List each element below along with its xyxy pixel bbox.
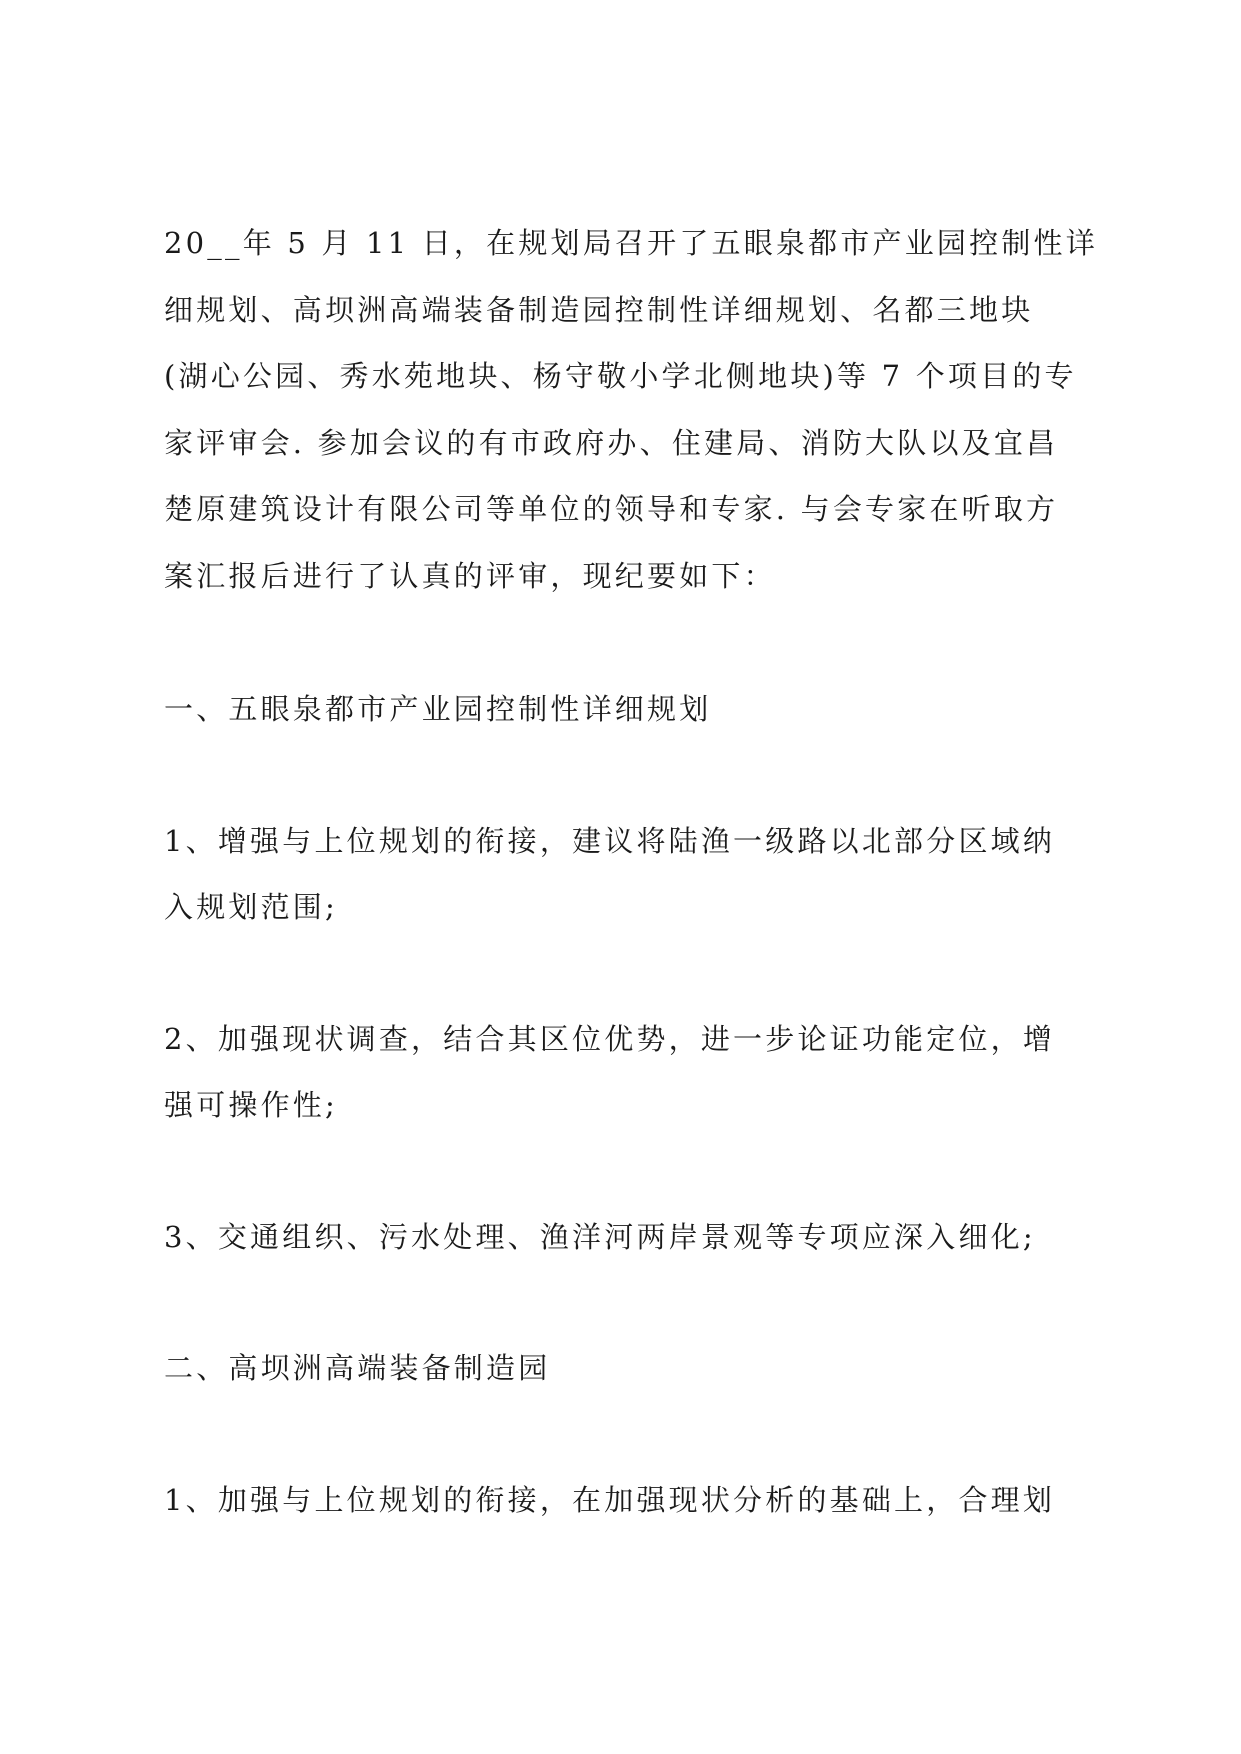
intro-line: 20__年 5 月 11 日，在规划局召开了五眼泉都市产业园控制性详 <box>164 226 1098 260</box>
section2-heading: 二、高坝洲高端装备制造园 <box>164 1351 551 1385</box>
section1-item1 <box>164 824 1055 924</box>
section1-item3: 3、交通组织、污水处理、渔洋河两岸景观等专项应深入细化; <box>164 1220 1036 1254</box>
item-line: 强可操作性; <box>164 1088 338 1122</box>
intro-line: 细规划、高坝洲高端装备制造园控制性详细规划、名都三地块 <box>164 292 1034 327</box>
intro-line: 家评审会. 参加会议的有市政府办、住建局、消防大队以及宜昌 <box>164 425 1059 460</box>
section1-heading: 一、五眼泉都市产业园控制性详细规划 <box>164 692 712 726</box>
intro-line: (湖心公园、秀水苑地块、杨守敬小学北侧地块)等 7 个项目的专 <box>164 359 1077 393</box>
section2-item1: 1、加强与上位规划的衔接，在加强现状分析的基础上，合理划 <box>164 1483 1056 1517</box>
intro-paragraph <box>164 226 1098 593</box>
item-line: 2、加强现状调查，结合其区位优势，进一步论证功能定位，增 <box>164 1022 1056 1056</box>
item-line: 1、增强与上位规划的衔接，建议将陆渔一级路以北部分区域纳 <box>164 824 1056 858</box>
intro-line: 案汇报后进行了认真的评审，现纪要如下： <box>164 558 776 593</box>
item-line: 入规划范围; <box>164 890 338 924</box>
intro-line: 楚原建筑设计有限公司等单位的领导和专家. 与会专家在听取方 <box>164 492 1059 526</box>
section1-item2 <box>164 1022 1055 1122</box>
